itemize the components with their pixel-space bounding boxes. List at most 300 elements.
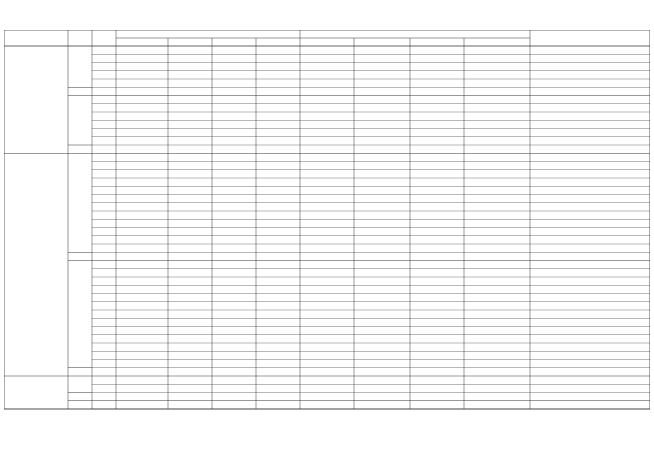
group-total-value [410,394,464,400]
area-value [212,113,256,119]
unit-id [92,179,116,185]
area-value [168,229,212,235]
price-value [300,130,354,136]
price-value [354,386,410,392]
group-total-value [354,146,410,152]
area-value [168,64,212,70]
area-value [212,80,256,86]
area-value [212,212,256,218]
group-label [68,64,92,70]
area-value [116,212,168,218]
area-value [256,97,300,103]
price-value [300,377,354,383]
area-value [256,72,300,78]
price-value [410,262,464,268]
area-value [256,402,300,408]
area-value [212,72,256,78]
price-value [300,229,354,235]
price-value [354,122,410,128]
area-value [256,163,300,169]
area-value [212,179,256,185]
area-value [256,47,300,53]
unit-id [92,303,116,309]
group-label [68,402,92,408]
area-value [212,221,256,227]
group-total-value [354,254,410,260]
area-value [212,56,256,62]
price-value [410,56,464,62]
price-value [464,353,530,359]
header-sale-col [410,39,464,45]
area-value [168,377,212,383]
price-value [410,212,464,218]
area-value [256,237,300,243]
area-value [168,204,212,210]
group-total-label [68,394,116,400]
price-value [410,221,464,227]
area-value [256,295,300,301]
price-value [464,229,530,235]
area-value [116,386,168,392]
area-value [256,328,300,334]
group-total-value [212,89,256,95]
price-value [464,287,530,293]
group-total-value [300,89,354,95]
unit-id [92,262,116,268]
area-value [116,179,168,185]
price-value [354,328,410,334]
price-value [354,311,410,317]
unit-id [92,295,116,301]
unit-id [92,245,116,251]
unit-id [92,113,116,119]
area-value [168,188,212,194]
price-value [354,113,410,119]
price-value [410,344,464,350]
price-value [464,262,530,268]
price-value [410,122,464,128]
area-value [256,204,300,210]
unit-id [92,287,116,293]
group-total-value [116,146,168,152]
price-value [410,196,464,202]
area-value [116,138,168,144]
area-value [212,386,256,392]
price-value [464,196,530,202]
unit-id [92,270,116,276]
area-value [168,320,212,326]
price-value [464,72,530,78]
price-value [464,97,530,103]
price-value [300,171,354,177]
area-value [212,287,256,293]
price-value [410,311,464,317]
price-value [300,287,354,293]
price-value [410,336,464,342]
area-value [212,130,256,136]
group-label [68,311,92,317]
area-value [168,105,212,111]
price-value [354,47,410,53]
unit-id [92,47,116,53]
price-value [300,221,354,227]
group-total-value [354,369,410,375]
unit-id [92,130,116,136]
area-value [168,80,212,86]
area-value [256,353,300,359]
header-area-col [256,39,300,45]
group-total-value [300,369,354,375]
price-value [300,179,354,185]
price-value [300,80,354,86]
price-value [410,295,464,301]
unit-id [92,171,116,177]
unit-id [92,221,116,227]
area-value [116,336,168,342]
area-value [256,221,300,227]
area-value [116,72,168,78]
unit-id [92,122,116,128]
area-value [168,270,212,276]
area-value [168,262,212,268]
group-total-value [168,89,212,95]
area-value [256,138,300,144]
price-value [464,171,530,177]
area-value [256,262,300,268]
area-value [116,163,168,169]
area-value [116,344,168,350]
unit-id [92,155,116,161]
group-total-value [256,146,300,152]
area-value [256,130,300,136]
group-total-value [464,394,530,400]
price-value [354,270,410,276]
price-value [464,130,530,136]
group-total-value [116,89,168,95]
price-value [464,163,530,169]
area-value [256,336,300,342]
area-value [116,196,168,202]
area-value [116,287,168,293]
area-value [168,353,212,359]
area-value [212,311,256,317]
area-value [212,196,256,202]
price-value [464,245,530,251]
group-total-value [256,89,300,95]
unit-id [92,163,116,169]
area-value [212,47,256,53]
area-value [212,328,256,334]
price-value [464,212,530,218]
area-value [168,56,212,62]
area-value [256,80,300,86]
price-value [410,245,464,251]
header-sale-col [464,39,530,45]
area-value [212,377,256,383]
price-value [464,204,530,210]
unit-id [92,402,116,408]
area-value [116,80,168,86]
price-value [464,237,530,243]
price-value [300,196,354,202]
group-label [68,117,92,123]
price-value [354,295,410,301]
price-value [464,278,530,284]
group-total-value [116,394,168,400]
unit-id [92,353,116,359]
price-value [410,163,464,169]
area-value [168,336,212,342]
area-value [168,196,212,202]
header-group [68,35,92,41]
area-value [256,64,300,70]
area-value [212,204,256,210]
price-value [464,221,530,227]
group-total-value [256,394,300,400]
unit-id [92,237,116,243]
price-value [464,402,530,408]
price-value [410,130,464,136]
price-value [464,122,530,128]
price-value [300,105,354,111]
price-value [300,237,354,243]
area-value [212,171,256,177]
price-value [464,377,530,383]
header-remark [530,35,650,41]
group-total-value [354,394,410,400]
floor-label [4,97,68,103]
price-value [300,303,354,309]
price-value [464,328,530,334]
unit-id [92,80,116,86]
price-value [464,138,530,144]
area-value [212,138,256,144]
area-value [256,245,300,251]
area-value [168,72,212,78]
price-value [354,56,410,62]
price-value [410,179,464,185]
group-total-value [168,394,212,400]
area-value [116,320,168,326]
price-value [354,196,410,202]
unit-id [92,97,116,103]
area-value [168,138,212,144]
price-value [410,188,464,194]
price-value [410,204,464,210]
area-value [256,270,300,276]
price-value [410,80,464,86]
header-area [116,31,300,37]
area-value [168,311,212,317]
area-value [116,105,168,111]
area-value [212,361,256,367]
area-value [212,64,256,70]
area-value [212,402,256,408]
header-sale-col [300,39,354,45]
area-value [212,353,256,359]
price-value [354,105,410,111]
price-value [354,97,410,103]
group-total-value [464,369,530,375]
price-value [410,361,464,367]
price-value [410,287,464,293]
price-value [354,188,410,194]
price-value [464,361,530,367]
area-value [116,303,168,309]
price-value [300,344,354,350]
area-value [116,278,168,284]
area-value [116,64,168,70]
price-value [464,320,530,326]
price-value [354,245,410,251]
price-value [410,237,464,243]
area-value [256,311,300,317]
area-value [256,303,300,309]
price-value [410,47,464,53]
area-value [116,155,168,161]
group-total-label [68,254,116,260]
group-total-value [116,369,168,375]
price-value [464,113,530,119]
area-value [116,47,168,53]
unit-id [92,138,116,144]
unit-id [92,56,116,62]
group-total-value [256,254,300,260]
area-value [168,171,212,177]
price-value [300,278,354,284]
group-total-value [212,369,256,375]
area-value [212,105,256,111]
price-value [300,138,354,144]
area-value [168,97,212,103]
area-value [256,229,300,235]
area-value [256,155,300,161]
unit-id [92,320,116,326]
area-value [256,344,300,350]
unit-id [92,311,116,317]
price-value [354,262,410,268]
price-value [300,56,354,62]
price-value [410,113,464,119]
group-total-value [300,394,354,400]
price-value [354,212,410,218]
price-value [410,320,464,326]
price-value [300,122,354,128]
price-value [464,155,530,161]
area-value [116,311,168,317]
area-value [212,270,256,276]
group-total-value [410,146,464,152]
price-value [300,386,354,392]
area-value [168,328,212,334]
unit-id [92,328,116,334]
area-value [256,361,300,367]
group-label [68,381,92,387]
price-value [354,80,410,86]
group-total-value [410,254,464,260]
price-value [354,130,410,136]
group-total-value [410,89,464,95]
unit-id [92,64,116,70]
price-value [410,138,464,144]
area-value [168,278,212,284]
area-value [116,270,168,276]
price-value [464,295,530,301]
group-total-label [68,369,116,375]
area-value [212,188,256,194]
group-total-value [464,146,530,152]
area-value [256,113,300,119]
price-value [300,320,354,326]
price-value [300,163,354,169]
area-value [168,130,212,136]
price-value [354,64,410,70]
floor-label [4,262,68,268]
price-value [464,80,530,86]
area-value [168,344,212,350]
area-value [168,179,212,185]
area-value [256,196,300,202]
area-value [168,113,212,119]
price-value [410,64,464,70]
price-value [300,204,354,210]
price-value [354,229,410,235]
area-value [168,237,212,243]
area-value [116,113,168,119]
price-value [300,328,354,334]
area-value [168,155,212,161]
price-value [354,237,410,243]
price-value [300,64,354,70]
area-value [212,278,256,284]
price-value [410,386,464,392]
area-value [256,188,300,194]
price-value [300,270,354,276]
price-value [354,377,410,383]
header-sale [300,31,530,37]
area-value [256,56,300,62]
unit-id [92,344,116,350]
price-value [354,353,410,359]
group-total-value [168,369,212,375]
price-value [300,295,354,301]
area-value [116,204,168,210]
price-value [354,303,410,309]
group-total-value [300,146,354,152]
price-value [410,229,464,235]
price-value [410,97,464,103]
price-value [464,47,530,53]
price-value [464,303,530,309]
area-value [168,47,212,53]
price-value [300,72,354,78]
area-value [168,212,212,218]
group-total-value [212,394,256,400]
area-value [256,287,300,293]
price-value [410,377,464,383]
area-value [116,361,168,367]
group-total-value [464,254,530,260]
price-value [300,47,354,53]
price-value [354,163,410,169]
area-value [256,179,300,185]
group-total-value [212,254,256,260]
unit-id [92,336,116,342]
area-value [168,221,212,227]
price-value [300,245,354,251]
price-value [300,188,354,194]
area-value [116,377,168,383]
